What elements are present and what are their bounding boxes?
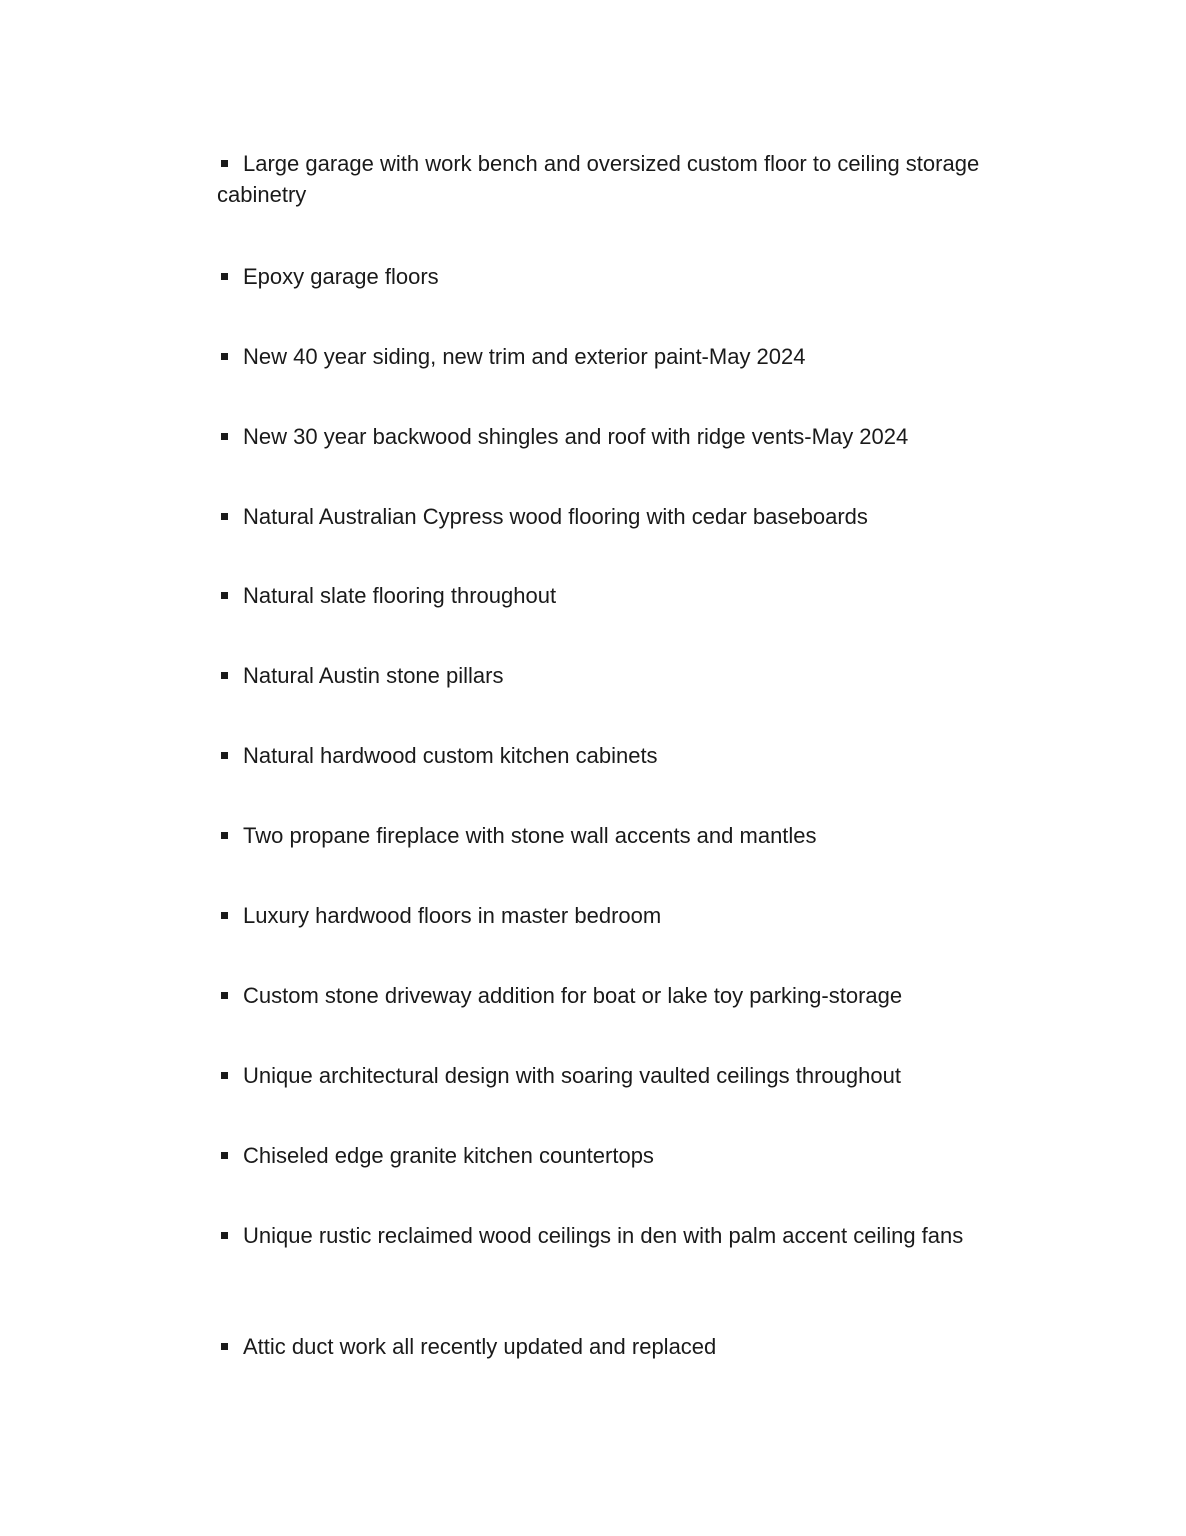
list-item-text: New 30 year backwood shingles and roof with ridge vents-May 2024 <box>243 424 909 449</box>
list-item <box>217 501 1007 532</box>
list-item <box>217 421 1007 452</box>
list-item <box>217 660 1007 691</box>
list-item-text: Natural slate flooring throughout <box>243 583 557 608</box>
square-bullet-icon <box>221 1152 228 1159</box>
list-item-text: Natural Austin stone pillars <box>243 663 504 688</box>
list-item <box>217 1220 1007 1251</box>
list-item <box>217 900 1007 931</box>
square-bullet-icon <box>221 912 228 919</box>
list-item <box>217 148 1007 210</box>
list-item-text: Two propane fireplace with stone wall accents and mantles <box>243 823 817 848</box>
square-bullet-icon <box>221 1343 228 1350</box>
square-bullet-icon <box>221 513 228 520</box>
square-bullet-icon <box>221 1232 228 1239</box>
list-item <box>217 980 1007 1011</box>
list-item <box>217 580 1007 611</box>
square-bullet-icon <box>221 160 228 167</box>
square-bullet-icon <box>221 752 228 759</box>
list-item-text: Epoxy garage floors <box>243 264 439 289</box>
square-bullet-icon <box>221 1072 228 1079</box>
list-item <box>217 820 1007 851</box>
list-item-text: Natural hardwood custom kitchen cabinets <box>243 743 658 768</box>
square-bullet-icon <box>221 672 228 679</box>
list-item-text: Unique rustic reclaimed wood ceilings in den with palm accent ceiling fans <box>243 1223 964 1248</box>
list-item <box>217 740 1007 771</box>
list-item-text: Natural Australian Cypress wood flooring with cedar baseboards <box>243 504 868 529</box>
list-item <box>217 261 1007 292</box>
list-item <box>217 1140 1007 1171</box>
square-bullet-icon <box>221 273 228 280</box>
square-bullet-icon <box>221 832 228 839</box>
list-item-text: Attic duct work all recently updated and replaced <box>243 1334 717 1359</box>
square-bullet-icon <box>221 433 228 440</box>
square-bullet-icon <box>221 592 228 599</box>
list-item <box>217 341 1007 372</box>
square-bullet-icon <box>221 992 228 999</box>
list-item-text: Chiseled edge granite kitchen countertops <box>243 1143 654 1168</box>
list-item-text: Luxury hardwood floors in master bedroom <box>243 903 662 928</box>
list-item-text: Large garage with work bench and oversized custom floor to ceiling storage cabinetry <box>217 151 980 207</box>
list-item <box>217 1331 1007 1362</box>
list-item-text: Custom stone driveway addition for boat or lake toy parking-storage <box>243 983 903 1008</box>
list-item-text: New 40 year siding, new trim and exterior paint-May 2024 <box>243 344 806 369</box>
square-bullet-icon <box>221 353 228 360</box>
list-item-text: Unique architectural design with soaring vaulted ceilings throughout <box>243 1063 901 1088</box>
list-item <box>217 1060 1007 1091</box>
